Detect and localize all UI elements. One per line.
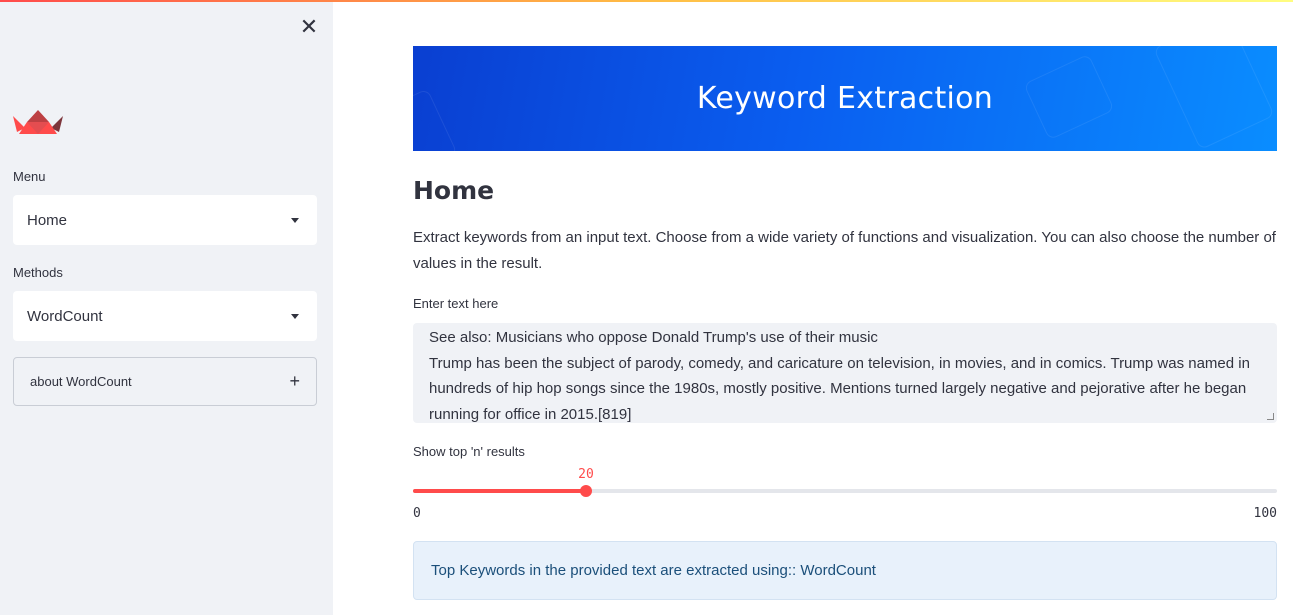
- chevron-down-icon: [291, 314, 299, 319]
- info-alert-text: Top Keywords in the provided text are extracted using:: WordCount: [431, 562, 876, 579]
- about-method-expander[interactable]: [13, 357, 317, 406]
- menu-select-value: Home: [27, 211, 68, 229]
- banner-title: Keyword Extraction: [696, 81, 994, 116]
- textarea-line: Trump has been the subject of parody, comedy, and caricature on television, in movies, and in comics. Trump was named in hundreds of hip hop songs since the 1980s, mostly positive. Mentions turned largely negative and pejorative after he began running for office in 2015.[819]: [429, 354, 1250, 423]
- sidebar: [0, 0, 333, 615]
- expander-label: about WordCount: [30, 374, 132, 389]
- resize-handle-icon[interactable]: [1267, 413, 1274, 420]
- slider-max-label: 100: [1253, 506, 1277, 521]
- banner-decoration: [413, 88, 458, 151]
- menu-select[interactable]: [13, 195, 317, 245]
- slider-min-label: 0: [413, 506, 421, 521]
- streamlit-logo: [13, 110, 63, 136]
- banner-decoration: [1023, 54, 1114, 141]
- close-sidebar-button[interactable]: [296, 14, 322, 40]
- slider-current-value: 20: [578, 467, 594, 482]
- chevron-down-icon: [291, 218, 299, 223]
- banner-decoration: [1153, 46, 1275, 150]
- plus-icon: +: [289, 371, 300, 391]
- methods-label: Methods: [13, 265, 63, 280]
- methods-select[interactable]: [13, 291, 317, 341]
- slider-fill: [413, 489, 586, 493]
- info-alert: [413, 541, 1277, 600]
- slider-thumb[interactable]: [580, 485, 592, 497]
- textarea-label: Enter text here: [413, 296, 499, 311]
- methods-select-value: WordCount: [27, 307, 103, 325]
- textarea-line: See also: Musicians who oppose Donald Trump's use of their music: [429, 329, 878, 346]
- page-title: Home: [413, 176, 495, 205]
- slider-label: Show top 'n' results: [413, 444, 525, 459]
- header-banner: [413, 46, 1277, 151]
- top-decoration-bar: [0, 0, 1293, 2]
- text-input-area[interactable]: [413, 323, 1277, 423]
- menu-label: Menu: [13, 169, 46, 184]
- close-icon: ✕: [299, 14, 319, 39]
- slider-track[interactable]: [413, 489, 1277, 493]
- page-description: Extract keywords from an input text. Choose from a wide variety of functions and visualization. You can also choose the number of values in the result.: [413, 229, 1276, 272]
